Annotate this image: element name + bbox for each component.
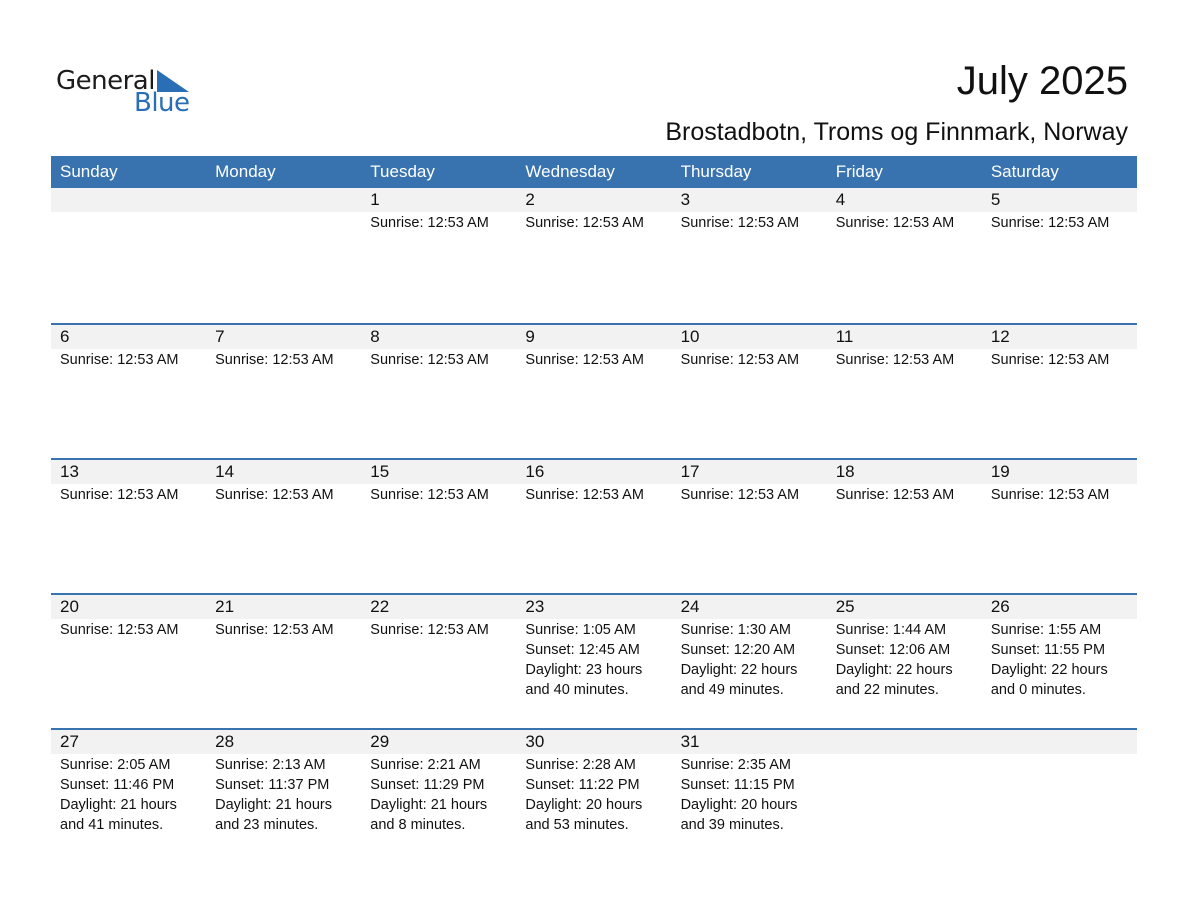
day-header — [672, 460, 827, 484]
day-details — [361, 754, 516, 835]
weekday-sunday: Sunday — [60, 162, 118, 181]
day-number: 3 — [680, 190, 691, 209]
day-cell — [827, 460, 982, 593]
day-cell — [51, 460, 206, 593]
day-details — [206, 619, 361, 640]
sunrise-text: Sunrise: 12:53 AM — [370, 487, 489, 503]
daylight-text: Daylight: 20 hours — [680, 797, 798, 813]
daylight-minutes-text: and 39 minutes. — [680, 817, 784, 833]
daylight-text: Daylight: 22 hours — [990, 662, 1108, 678]
brand-logo — [56, 66, 196, 118]
day-number: 8 — [370, 327, 380, 346]
sunrise-text: Sunrise: 2:35 AM — [680, 757, 791, 773]
day-details — [516, 349, 671, 370]
day-details — [672, 754, 827, 835]
day-cell — [672, 460, 827, 593]
day-header — [672, 595, 827, 619]
daylight-text: Daylight: 22 hours — [680, 662, 798, 678]
sunrise-text: Sunrise: 1:44 AM — [835, 622, 947, 638]
sunset-text: Sunset: 12:45 AM — [525, 642, 640, 658]
sunrise-text: Sunrise: 12:53 AM — [60, 487, 179, 503]
day-details — [516, 619, 671, 700]
day-cell — [206, 325, 361, 458]
day-cell — [516, 325, 671, 458]
day-header — [361, 730, 516, 754]
day-number: 5 — [990, 190, 1001, 209]
sunrise-text: Sunrise: 12:53 AM — [990, 352, 1110, 368]
sunrise-text: Sunrise: 12:53 AM — [835, 215, 955, 231]
day-cell — [51, 595, 206, 728]
sunset-text: Sunset: 11:22 PM — [525, 777, 640, 793]
day-details — [516, 484, 671, 505]
day-header — [361, 188, 516, 212]
day-cell — [206, 595, 361, 728]
sunset-text: Sunset: 12:20 AM — [680, 642, 796, 658]
sunrise-text: Sunrise: 1:30 AM — [680, 622, 791, 638]
sunset-text: Sunset: 12:06 AM — [835, 642, 951, 658]
daylight-text: Daylight: 21 hours — [60, 797, 177, 813]
day-header — [206, 730, 361, 754]
day-header — [51, 460, 206, 484]
day-cell — [827, 325, 982, 458]
sunrise-text: Sunrise: 12:53 AM — [215, 352, 334, 368]
day-number: 28 — [215, 732, 235, 751]
weekday-saturday: Saturday — [990, 162, 1059, 181]
day-cell — [982, 460, 1137, 593]
day-header — [361, 460, 516, 484]
daylight-minutes-text: and 41 minutes. — [60, 817, 164, 833]
day-header — [672, 730, 827, 754]
day-cell — [516, 188, 671, 323]
daylight-minutes-text: and 0 minutes. — [990, 682, 1086, 698]
day-cell — [982, 325, 1137, 458]
day-details — [982, 349, 1137, 370]
sunrise-text: Sunrise: 12:53 AM — [835, 352, 955, 368]
day-cell — [672, 730, 827, 863]
day-number: 12 — [990, 327, 1010, 346]
sunrise-text: Sunrise: 1:55 AM — [990, 622, 1102, 638]
sunrise-text: Sunrise: 12:53 AM — [525, 352, 644, 368]
day-cell — [982, 595, 1137, 728]
day-cell — [51, 325, 206, 458]
sunrise-text: Sunrise: 12:53 AM — [370, 352, 489, 368]
day-number: 26 — [990, 597, 1010, 616]
day-details — [361, 484, 516, 505]
day-number: 27 — [60, 732, 79, 751]
day-number: 30 — [525, 732, 545, 751]
day-header — [361, 595, 516, 619]
daylight-minutes-text: and 22 minutes. — [835, 682, 939, 698]
sunrise-text: Sunrise: 12:53 AM — [990, 215, 1110, 231]
day-number: 25 — [835, 597, 855, 616]
calendar-week-row — [51, 458, 1137, 593]
day-details — [51, 619, 206, 640]
sunrise-text: Sunrise: 12:53 AM — [680, 487, 800, 503]
day-number: 17 — [680, 462, 700, 481]
day-number: 10 — [680, 327, 700, 346]
day-header — [827, 325, 982, 349]
calendar-week-row — [51, 323, 1137, 458]
day-cell — [361, 325, 516, 458]
weekday-wednesday: Wednesday — [525, 162, 615, 181]
day-header — [672, 188, 827, 212]
day-number: 19 — [990, 462, 1010, 481]
sunrise-text: Sunrise: 1:05 AM — [525, 622, 636, 638]
day-number: 2 — [525, 190, 535, 209]
day-header — [206, 595, 361, 619]
day-number: 31 — [680, 732, 700, 751]
day-details — [982, 212, 1137, 233]
day-number: 16 — [525, 462, 545, 481]
day-header — [206, 325, 361, 349]
day-cell — [827, 188, 982, 323]
day-details — [361, 349, 516, 370]
day-header — [982, 188, 1137, 212]
day-details — [51, 754, 206, 835]
daylight-text: Daylight: 21 hours — [215, 797, 333, 813]
day-number: 24 — [680, 597, 700, 616]
day-number: 6 — [60, 327, 70, 346]
sunrise-text: Sunrise: 12:53 AM — [525, 215, 644, 231]
sunrise-text: Sunrise: 2:13 AM — [215, 757, 326, 773]
empty-day-header — [982, 730, 1137, 754]
daylight-minutes-text: and 49 minutes. — [680, 682, 784, 698]
day-details — [516, 754, 671, 835]
day-details — [827, 212, 982, 233]
day-number: 21 — [215, 597, 235, 616]
day-details — [206, 754, 361, 835]
day-details — [982, 619, 1137, 700]
sunrise-text: Sunrise: 2:28 AM — [525, 757, 636, 773]
day-header — [206, 460, 361, 484]
day-details — [361, 619, 516, 640]
empty-day-header — [827, 730, 982, 754]
sunset-text: Sunset: 11:29 PM — [370, 777, 485, 793]
day-cell — [982, 188, 1137, 323]
day-number: 7 — [215, 327, 225, 346]
day-number: 14 — [215, 462, 235, 481]
day-header — [982, 595, 1137, 619]
day-number: 15 — [370, 462, 390, 481]
day-header — [827, 595, 982, 619]
day-details — [672, 484, 827, 505]
weekday-friday: Friday — [835, 162, 883, 181]
day-header — [672, 325, 827, 349]
day-cell — [206, 460, 361, 593]
empty-day-cell — [827, 730, 982, 863]
day-cell — [516, 730, 671, 863]
sunrise-text: Sunrise: 12:53 AM — [60, 622, 179, 638]
day-number: 1 — [370, 190, 380, 209]
calendar-week-row — [51, 728, 1137, 863]
day-cell — [361, 188, 516, 323]
sunset-text: Sunset: 11:55 PM — [990, 642, 1106, 658]
daylight-minutes-text: and 8 minutes. — [370, 817, 466, 833]
daylight-minutes-text: and 23 minutes. — [215, 817, 319, 833]
day-header — [827, 188, 982, 212]
day-header — [516, 325, 671, 349]
day-header — [982, 460, 1137, 484]
day-header — [982, 325, 1137, 349]
sunrise-text: Sunrise: 2:21 AM — [370, 757, 481, 773]
day-details — [206, 484, 361, 505]
sunrise-text: Sunrise: 12:53 AM — [835, 487, 955, 503]
day-details — [516, 212, 671, 233]
empty-day-cell — [51, 188, 206, 323]
calendar-grid — [51, 156, 1137, 863]
daylight-minutes-text: and 53 minutes. — [525, 817, 629, 833]
sunrise-text: Sunrise: 12:53 AM — [370, 215, 489, 231]
day-details — [361, 212, 516, 233]
day-number: 9 — [525, 327, 535, 346]
day-details — [827, 349, 982, 370]
day-number: 22 — [370, 597, 390, 616]
sunrise-text: Sunrise: 12:53 AM — [525, 487, 644, 503]
day-cell — [206, 730, 361, 863]
day-cell — [827, 595, 982, 728]
daylight-text: Daylight: 21 hours — [370, 797, 488, 813]
day-number: 11 — [835, 327, 854, 346]
day-details — [672, 349, 827, 370]
day-details — [672, 619, 827, 700]
day-cell — [51, 730, 206, 863]
day-cell — [516, 460, 671, 593]
logo-word-general: General — [56, 66, 155, 96]
day-header — [51, 595, 206, 619]
day-cell — [361, 730, 516, 863]
logo-word-blue: Blue — [134, 88, 190, 118]
day-cell — [361, 595, 516, 728]
location-subtitle: Brostadbotn, Troms og Finnmark, Norway — [665, 118, 1128, 146]
sunrise-text: Sunrise: 12:53 AM — [60, 352, 179, 368]
sunrise-text: Sunrise: 12:53 AM — [215, 487, 334, 503]
page-title: July 2025 — [956, 59, 1128, 103]
day-cell — [361, 460, 516, 593]
day-cell — [672, 188, 827, 323]
sunrise-text: Sunrise: 12:53 AM — [215, 622, 334, 638]
weekday-monday: Monday — [215, 162, 276, 181]
day-header — [516, 595, 671, 619]
weekday-tuesday: Tuesday — [370, 162, 435, 181]
day-details — [51, 484, 206, 505]
day-header — [361, 325, 516, 349]
day-header — [516, 188, 671, 212]
day-details — [206, 349, 361, 370]
day-number: 23 — [525, 597, 545, 616]
empty-day-header — [206, 188, 361, 212]
empty-day-cell — [982, 730, 1137, 863]
weeks-container — [51, 188, 1137, 863]
sunset-text: Sunset: 11:46 PM — [60, 777, 175, 793]
day-number: 13 — [60, 462, 79, 481]
daylight-minutes-text: and 40 minutes. — [525, 682, 629, 698]
day-details — [672, 212, 827, 233]
sunrise-text: Sunrise: 2:05 AM — [60, 757, 171, 773]
empty-day-header — [51, 188, 206, 212]
empty-day-cell — [206, 188, 361, 323]
sunset-text: Sunset: 11:37 PM — [215, 777, 330, 793]
day-number: 29 — [370, 732, 390, 751]
day-header — [51, 325, 206, 349]
sunset-text: Sunset: 11:15 PM — [680, 777, 795, 793]
day-cell — [672, 325, 827, 458]
day-number: 18 — [835, 462, 855, 481]
weekday-thursday: Thursday — [680, 162, 752, 181]
day-cell — [672, 595, 827, 728]
day-header — [516, 460, 671, 484]
day-header — [827, 460, 982, 484]
day-header — [51, 730, 206, 754]
daylight-text: Daylight: 20 hours — [525, 797, 643, 813]
day-details — [827, 619, 982, 700]
weekday-header-row — [51, 156, 1137, 188]
day-cell — [516, 595, 671, 728]
day-details — [51, 349, 206, 370]
calendar-week-row — [51, 188, 1137, 323]
sunrise-text: Sunrise: 12:53 AM — [370, 622, 489, 638]
daylight-text: Daylight: 22 hours — [835, 662, 953, 678]
day-header — [516, 730, 671, 754]
sunrise-text: Sunrise: 12:53 AM — [680, 352, 800, 368]
day-number: 20 — [60, 597, 79, 616]
day-details — [982, 484, 1137, 505]
daylight-text: Daylight: 23 hours — [525, 662, 643, 678]
day-details — [827, 484, 982, 505]
sunrise-text: Sunrise: 12:53 AM — [990, 487, 1110, 503]
sunrise-text: Sunrise: 12:53 AM — [680, 215, 800, 231]
day-number: 4 — [835, 190, 846, 209]
calendar-week-row — [51, 593, 1137, 728]
